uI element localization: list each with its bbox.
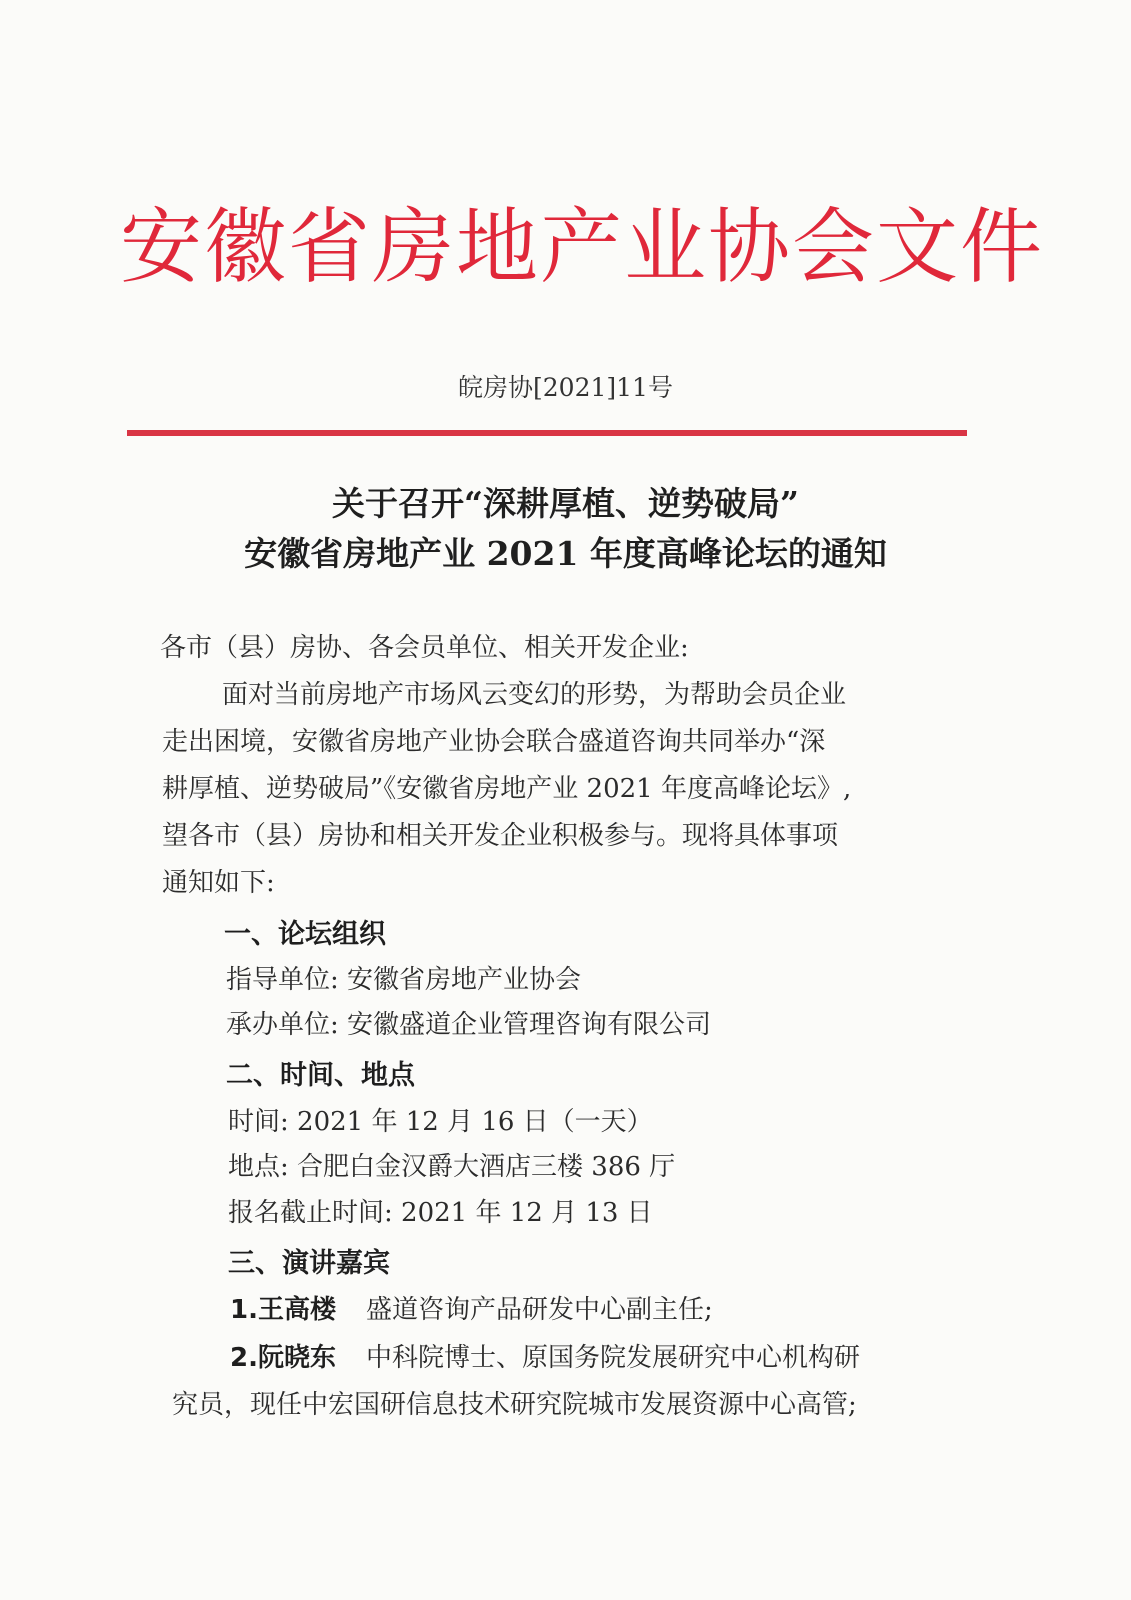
section-heading-organization: 一、论坛组织 xyxy=(224,919,386,950)
event-time: 时间: 2021 年 12 月 16 日（一天） xyxy=(228,1107,653,1137)
speaker-description-continued: 究员，现任中宏国研信息技术研究院城市发展资源中心高管; xyxy=(172,1390,857,1420)
red-divider-line xyxy=(127,430,967,436)
org-header-title: 安徽省房地产业协会文件 xyxy=(120,200,1045,295)
host-unit: 承办单位: 安徽盛道企业管理咨询有限公司 xyxy=(226,1010,712,1040)
event-place: 地点: 合肥白金汉爵大酒店三楼 386 厅 xyxy=(228,1152,676,1182)
paragraph-line: 望各市（县）房协和相关开发企业积极参与。现将具体事项 xyxy=(162,821,839,851)
paragraph-line: 通知如下: xyxy=(162,868,275,898)
speaker-item xyxy=(230,1290,713,1330)
section-heading-speakers: 三、演讲嘉宾 xyxy=(228,1248,390,1279)
salutation: 各市（县）房协、各会员单位、相关开发企业: xyxy=(160,633,689,663)
document-number: 皖房协[2021]11号 xyxy=(458,373,673,402)
paragraph-line: 走出困境，安徽省房地产业协会联合盛道咨询共同举办“深 xyxy=(162,727,826,757)
paragraph-line: 面对当前房地产市场风云变幻的形势，为帮助会员企业 xyxy=(222,680,847,710)
speaker-item xyxy=(230,1338,860,1378)
speaker-description: 盛道咨询产品研发中心副主任; xyxy=(365,1295,713,1325)
notice-title-line-2: 安徽省房地产业 2021 年度高峰论坛的通知 xyxy=(244,534,887,573)
notice-title-line-1: 关于召开“深耕厚植、逆势破局” xyxy=(332,484,799,523)
section-heading-time-place: 二、时间、地点 xyxy=(226,1060,415,1091)
speaker-name: 1.王高楼 xyxy=(230,1295,336,1325)
guide-unit: 指导单位: 安徽省房地产业协会 xyxy=(226,965,582,995)
speaker-description: 中科院博士、原国务院发展研究中心机构研 xyxy=(365,1343,860,1373)
speaker-name: 2.阮晓东 xyxy=(230,1343,336,1373)
registration-deadline: 报名截止时间: 2021 年 12 月 13 日 xyxy=(228,1198,653,1228)
paragraph-line: 耕厚植、逆势破局”《安徽省房地产业 2021 年度高峰论坛》, xyxy=(162,774,852,804)
